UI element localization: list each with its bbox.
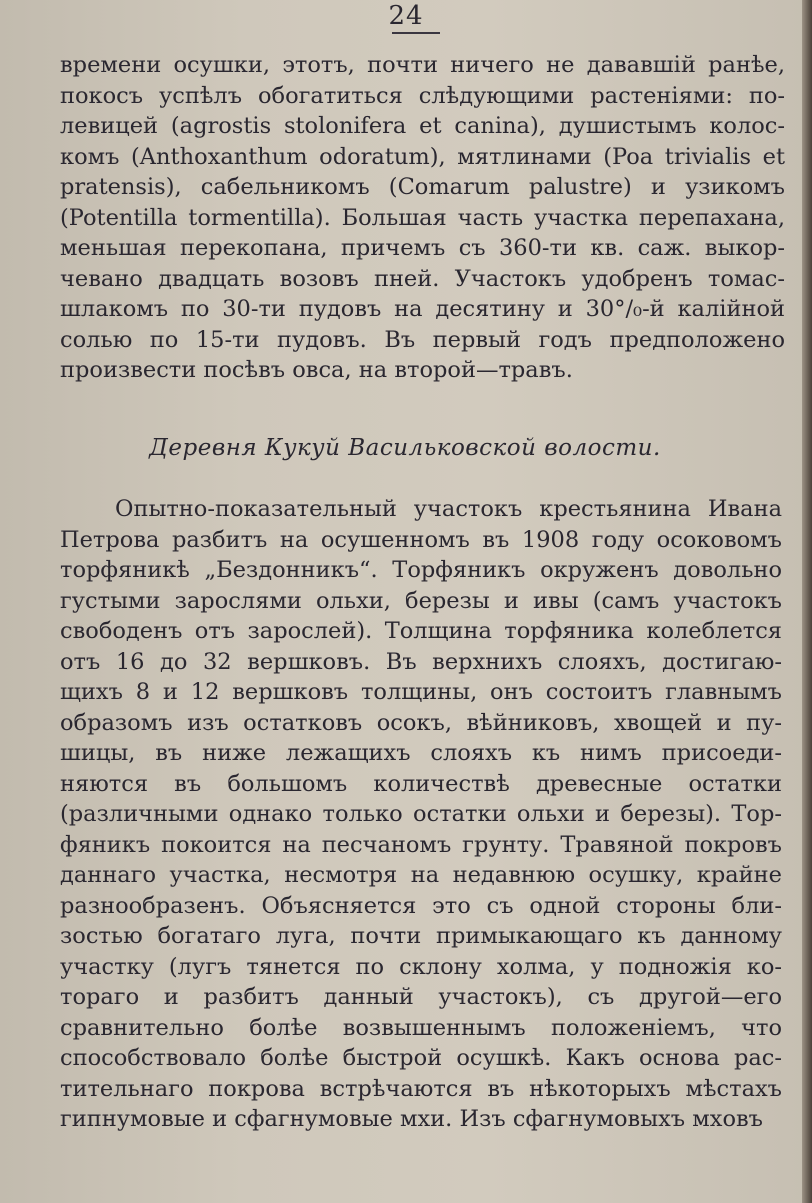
text-line: гипнумовые и сфагнумовые мхи. Изъ сфагнумовыхъ мховъ	[60, 1106, 763, 1132]
text-line: тительнаго покрова встрѣчаются въ нѣкоторыхъ мѣстахъ	[60, 1075, 782, 1102]
text-line: (различными однако только остатки ольхи и березы). Тор-	[60, 801, 782, 827]
text-line: даннаго участка, несмотря на недавнюю осушку, крайне	[60, 862, 782, 888]
text-line: солью по 15-ти пудовъ. Въ первый годъ предположено	[60, 326, 785, 353]
page-number: 24	[388, 1, 424, 31]
text-line: участку (лугъ тянется по склону холма, у подножія ко-	[60, 953, 782, 980]
text-line: няются въ большомъ количествѣ древесные остатки	[60, 770, 782, 797]
text-line: щихъ 8 и 12 вершковъ толщины, онъ состоитъ главнымъ	[60, 679, 782, 705]
text-line: левицей (agrostis stolonifera et canina), душистымъ колос-	[60, 113, 785, 139]
text-line: произвести посѣвъ овса, на второй—травъ.	[60, 357, 573, 383]
text-line: торфяникѣ „Бездонникъ“. Торфяникъ окруженъ довольно	[60, 557, 782, 583]
text-line: сравнительно болѣе возвышеннымъ положеніемъ, что	[60, 1014, 782, 1041]
page-header	[0, 0, 812, 40]
text-line: свободенъ отъ зарослей). Толщина торфяника колеблется	[60, 618, 782, 644]
paragraph-one	[60, 50, 785, 386]
text-line: покосъ успѣлъ обогатиться слѣдующими растеніями: по-	[60, 82, 785, 109]
text-line: pratensis), сабельникомъ (Comarum palustre) и узикомъ	[60, 174, 785, 200]
text-line: шицы, въ ниже лежащихъ слояхъ къ нимъ присоеди-	[60, 740, 782, 766]
section-heading: Деревня Кукуй Васильковской волости.	[149, 435, 661, 461]
text-line: комъ (Anthoxanthum odoratum), мятлинами (Poa trivialis et	[60, 143, 785, 170]
text-line: способствовало болѣе быстрой осушкѣ. Какъ основа рас-	[60, 1045, 782, 1071]
text-line: шлакомъ по 30-ти пудовъ на десятину и 30°/₀-й калійной	[60, 296, 785, 322]
text-line: отъ 16 до 32 вершковъ. Въ верхнихъ слояхъ, достигаю-	[60, 648, 782, 675]
paragraph-two	[60, 494, 782, 1135]
text-line: Петрова разбитъ на осушенномъ въ 1908 году осоковомъ	[60, 526, 782, 553]
text-line: фяникъ покоится на песчаномъ грунту. Травяной покровъ	[60, 831, 782, 858]
text-line: чевано двадцать возовъ пней. Участокъ удобренъ томас-	[60, 265, 785, 292]
text-line: зостью богатаго луга, почти примыкающаго къ данному	[60, 923, 782, 949]
page-edge-shadow	[802, 0, 812, 1203]
text-line: тораго и разбитъ данный участокъ), съ другой—его	[60, 984, 782, 1010]
text-line: меньшая перекопана, причемъ съ 360-ти кв. саж. выкор-	[60, 235, 785, 261]
text-line: (Potentilla tormentilla). Большая часть участка перепахана,	[60, 204, 785, 231]
header-rule	[392, 32, 440, 34]
text-line: густыми зарослями ольхи, березы и ивы (самъ участокъ	[60, 587, 782, 614]
text-line: времени осушки, этотъ, почти ничего не дававшій ранѣе,	[60, 52, 785, 78]
text-line: Опытно-показательный участокъ крестьянина Ивана	[115, 496, 782, 522]
text-line: образомъ изъ остатковъ осокъ, вѣйниковъ, хвощей и пу-	[60, 709, 782, 736]
text-line: разнообразенъ. Объясняется это съ одной стороны бли-	[60, 892, 782, 919]
